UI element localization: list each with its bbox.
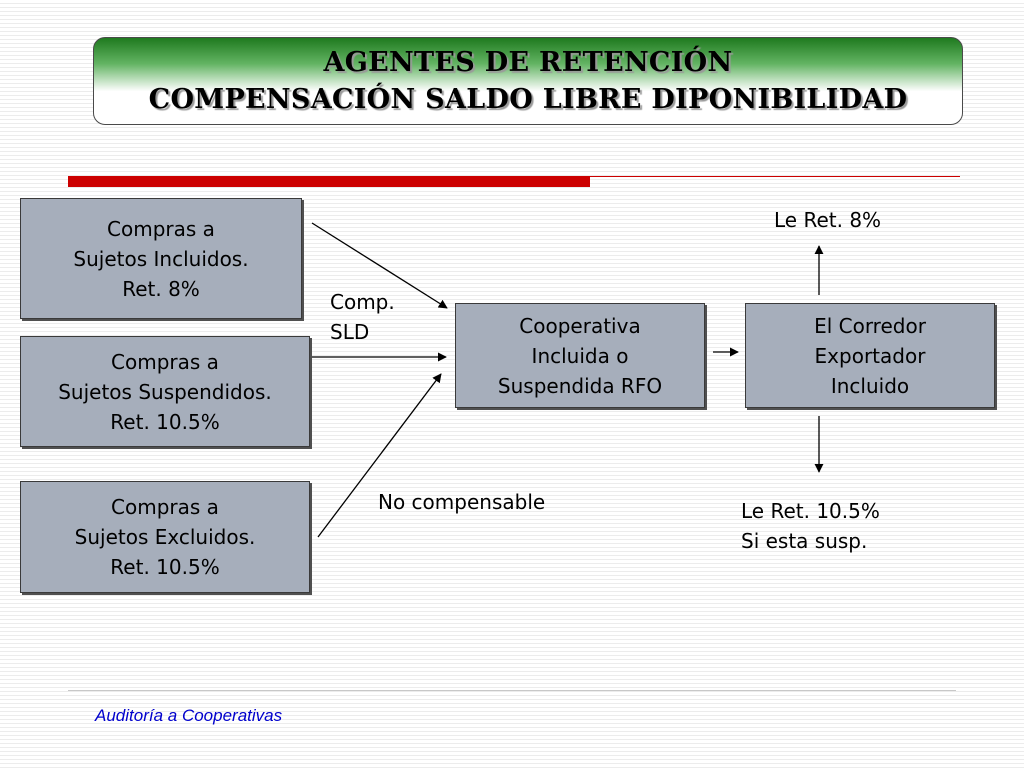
box-text: Suspendida RFO — [497, 373, 663, 398]
box-text: Ret. 10.5% — [110, 409, 220, 434]
box-text: Compras a — [111, 495, 219, 519]
label-text: Si esta susp. — [741, 529, 868, 553]
label-le-ret-105 — [741, 496, 880, 556]
label-text: SLD — [330, 320, 370, 344]
label-text: Le Ret. 10.5% — [741, 499, 880, 523]
box-text: Compras a — [107, 216, 215, 241]
box-corredor — [745, 303, 995, 408]
footer-divider — [68, 690, 956, 691]
box-compras-suspendidos — [20, 336, 310, 447]
box-text: Exportador — [814, 343, 926, 368]
box-text: Cooperativa — [519, 313, 641, 338]
label-comp-sld — [330, 287, 395, 347]
label-no-compensable: No compensable — [378, 490, 546, 514]
box-text: Incluido — [830, 373, 910, 398]
label-text: Comp. — [330, 290, 395, 314]
box-text: Sujetos Suspendidos. — [58, 379, 272, 404]
box-text: Incluida o — [531, 343, 629, 368]
title-line-1: AGENTES DE RETENCIÓN — [323, 47, 733, 78]
box-text: Compras a — [111, 349, 219, 374]
box-text: El Corredor — [814, 313, 926, 338]
label-le-ret-8: Le Ret. 8% — [774, 208, 882, 232]
box-compras-incluidos — [20, 198, 302, 319]
box-text: Sujetos Excluidos. — [74, 525, 256, 549]
box-text: Ret. 8% — [122, 276, 200, 301]
title-line-2: COMPENSACIÓN SALDO LIBRE DIPONIBILIDAD — [148, 84, 908, 115]
box-text: Sujetos Incluidos. — [73, 246, 249, 271]
box-text: Ret. 10.5% — [110, 555, 220, 579]
box-cooperativa — [455, 303, 705, 408]
box-compras-excluidos — [20, 481, 310, 593]
footer-text: Auditoría a Cooperativas — [95, 706, 283, 725]
